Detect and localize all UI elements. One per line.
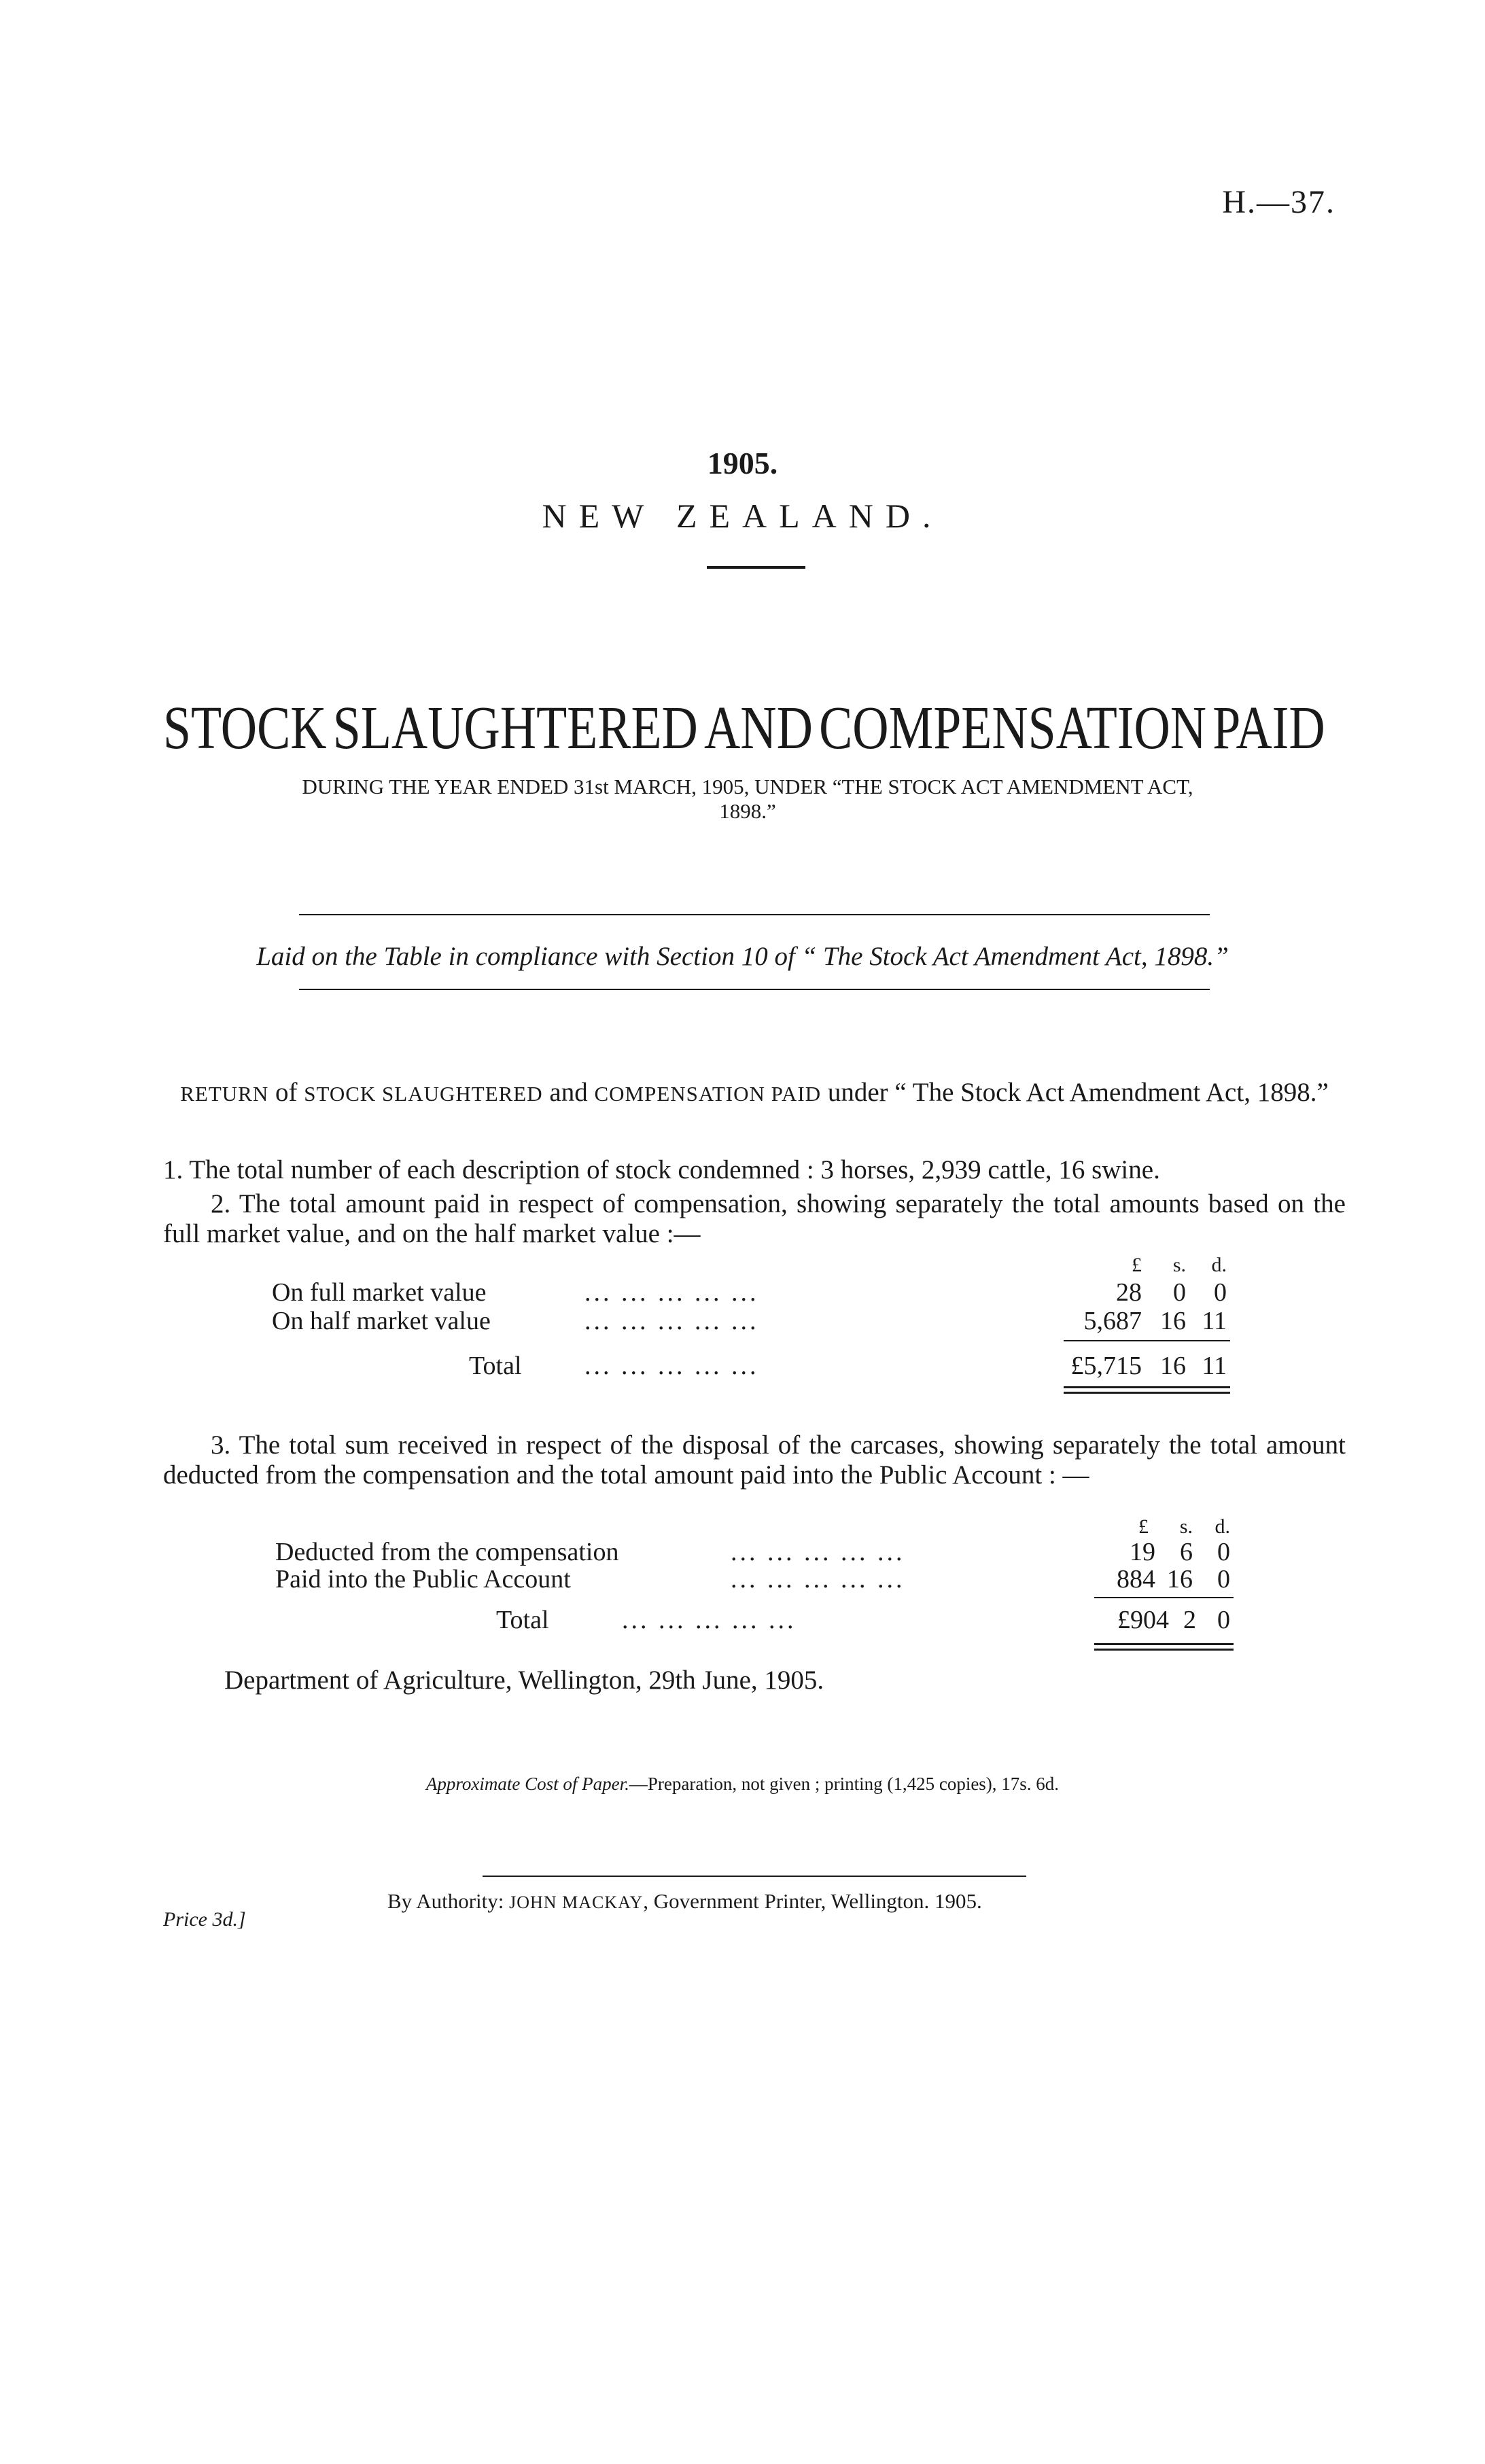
leader-dots: ... ... ... ... ... bbox=[584, 1352, 759, 1380]
total-double-rule bbox=[1094, 1649, 1234, 1651]
return-heading bbox=[163, 1077, 1346, 1110]
shillings-header: s. bbox=[1172, 1254, 1186, 1276]
title-word: PAID bbox=[1212, 694, 1325, 762]
shillings-header: s. bbox=[1179, 1515, 1193, 1538]
pounds-value: 884 bbox=[1117, 1565, 1155, 1594]
laid-on-table-note: Laid on the Table in compliance with Section 10 of “ The Stock Act Amendment Act, 1898.” bbox=[256, 942, 1229, 971]
item-2-text: 2. The total amount paid in respect of compensation, showing separately the total amounts based on the full market value, and on the half market value :— bbox=[163, 1189, 1346, 1248]
pounds-header: £ bbox=[1138, 1515, 1149, 1538]
authority-rule bbox=[483, 1876, 1026, 1877]
total-double-rule bbox=[1064, 1392, 1230, 1394]
cost-note-rest: —Preparation, not given ; printing (1,425 copies), 17s. 6d. bbox=[629, 1774, 1060, 1794]
leader-dots: ... ... ... ... ... bbox=[731, 1538, 905, 1566]
row-label: Deducted from the compensation bbox=[275, 1538, 619, 1566]
shillings-value: 0 bbox=[1173, 1278, 1186, 1307]
pounds-header: £ bbox=[1132, 1254, 1142, 1276]
leader-dots: ... ... ... ... ... bbox=[584, 1307, 759, 1335]
return-heading-part: STOCK SLAUGHTERED bbox=[304, 1082, 543, 1106]
total-double-rule bbox=[1064, 1386, 1230, 1388]
authority-prefix: By Authority: bbox=[387, 1889, 510, 1913]
shillings-value: 16 bbox=[1167, 1565, 1193, 1594]
laid-rule-bottom bbox=[299, 989, 1210, 990]
authority-rest: , Government Printer, Wellington. 1905. bbox=[643, 1889, 982, 1913]
leader-dots: ... ... ... ... ... bbox=[584, 1278, 759, 1307]
return-heading-part: COMPENSATION PAID bbox=[594, 1082, 822, 1106]
country-heading: NEW ZEALAND. bbox=[542, 497, 943, 535]
main-title bbox=[163, 693, 1325, 763]
pence-total: 11 bbox=[1202, 1352, 1227, 1380]
pence-value: 0 bbox=[1217, 1538, 1230, 1566]
row-label: On half market value bbox=[272, 1307, 491, 1335]
return-heading-part: RETURN bbox=[180, 1082, 269, 1106]
title-word: COMPENSATION bbox=[819, 694, 1207, 762]
item-3-text: 3. The total sum received in respect of the disposal of the carcases, showing separately the total amount deducted from the compensation and the total amount paid into the Public Account : — bbox=[163, 1430, 1346, 1490]
shillings-value: 6 bbox=[1180, 1538, 1193, 1566]
leader-dots: ... ... ... ... ... bbox=[622, 1606, 797, 1634]
cost-note-italic: Approximate Cost of Paper. bbox=[425, 1774, 629, 1794]
shillings-total: 16 bbox=[1160, 1352, 1186, 1380]
total-label: Total bbox=[496, 1606, 549, 1634]
pounds-total: £5,715 bbox=[1070, 1352, 1142, 1380]
price: Price 3d.] bbox=[163, 1908, 246, 1931]
title-word: SLAUGHTERED bbox=[332, 694, 698, 762]
pence-value: 0 bbox=[1214, 1278, 1227, 1307]
document-year: 1905. bbox=[707, 446, 778, 480]
row-label: On full market value bbox=[272, 1278, 487, 1307]
pounds-total: £904 bbox=[1117, 1606, 1169, 1634]
department-signoff: Department of Agriculture, Wellington, 29th June, 1905. bbox=[224, 1666, 824, 1695]
pounds-value: 28 bbox=[1116, 1278, 1142, 1307]
title-divider bbox=[707, 566, 805, 569]
pence-header: d. bbox=[1211, 1254, 1227, 1276]
shillings-value: 16 bbox=[1160, 1307, 1186, 1335]
pence-value: 11 bbox=[1202, 1307, 1227, 1335]
return-heading-part: and bbox=[542, 1078, 595, 1107]
printer-authority bbox=[387, 1889, 982, 1914]
pence-value: 0 bbox=[1217, 1565, 1230, 1594]
printer-name: JOHN MACKAY bbox=[509, 1893, 644, 1912]
shillings-total: 2 bbox=[1183, 1606, 1196, 1634]
pounds-value: 5,687 bbox=[1083, 1307, 1142, 1335]
leader-dots: ... ... ... ... ... bbox=[731, 1565, 905, 1594]
total-double-rule bbox=[1094, 1643, 1234, 1645]
return-heading-part: under “ The Stock Act Amendment Act, 1898.” bbox=[821, 1078, 1329, 1107]
pence-total: 0 bbox=[1217, 1606, 1230, 1634]
title-word: STOCK bbox=[163, 694, 327, 762]
subtitle: DURING THE YEAR ENDED 31st MARCH, 1905, UNDER “THE STOCK ACT AMENDMENT ACT, 1898.” bbox=[302, 775, 1193, 823]
page-reference: H.—37. bbox=[1222, 184, 1335, 220]
item-1-text: 1. The total number of each description of stock condemned : 3 horses, 2,939 cattle, 16 swine. bbox=[163, 1155, 1160, 1184]
pence-header: d. bbox=[1215, 1515, 1230, 1538]
total-label: Total bbox=[469, 1352, 522, 1380]
cost-of-paper-note bbox=[0, 1774, 1485, 1795]
return-heading-part: of bbox=[268, 1078, 304, 1107]
subtotal-rule bbox=[1064, 1340, 1230, 1341]
title-word: AND bbox=[704, 694, 813, 762]
row-label: Paid into the Public Account bbox=[275, 1565, 571, 1594]
laid-rule-top bbox=[299, 914, 1210, 915]
pounds-value: 19 bbox=[1130, 1538, 1155, 1566]
subtotal-rule bbox=[1094, 1597, 1234, 1598]
